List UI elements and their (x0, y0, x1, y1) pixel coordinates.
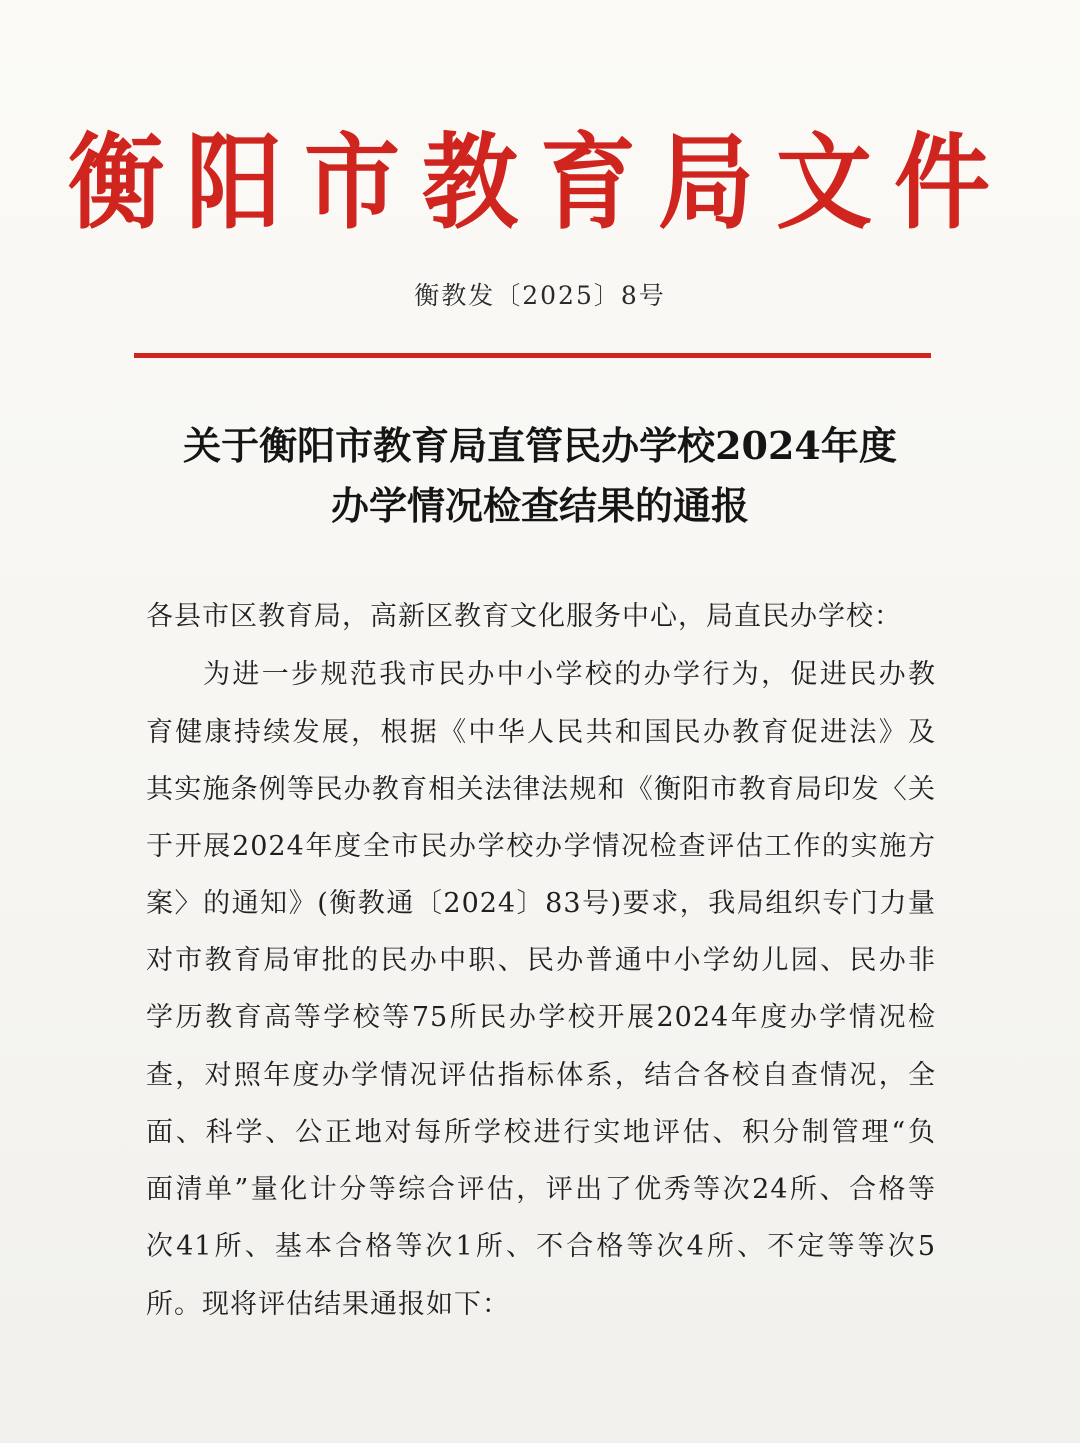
body-line: 育健康持续发展，根据《中华人民共和国民办教育促进法》及 (146, 717, 936, 748)
masthead-title: 衡阳市教育局文件 (68, 121, 1012, 244)
salutation: 各县市区教育局，高新区教育文化服务中心，局直民办学校： (146, 601, 902, 632)
body-line: 案〉的通知》(衡教通〔2024〕83号)要求，我局组织专门力量 (146, 888, 936, 919)
document-title-line-2: 办学情况检查结果的通报 (330, 483, 749, 528)
body-line: 查，对照年度办学情况评估指标体系，结合各校自查情况，全 (146, 1060, 936, 1091)
body-line: 面清单”量化计分等综合评估，评出了优秀等次24所、合格等 (146, 1174, 936, 1205)
body-line: 于开展2024年度全市民办学校办学情况检查评估工作的实施方 (146, 831, 936, 862)
red-divider-line (134, 353, 931, 358)
document-title (0, 416, 1080, 536)
body-line: 次41所、基本合格等次1所、不合格等次4所、不定等等次5 (146, 1231, 936, 1262)
body-line: 学历教育高等学校等75所民办学校开展2024年度办学情况检 (146, 1002, 936, 1033)
body-line: 对市教育局审批的民办中职、民办普通中小学幼儿园、民办非 (146, 945, 936, 976)
body-line: 所。现将评估结果通报如下： (146, 1289, 510, 1320)
document-number: 衡教发〔2025〕8号 (414, 281, 666, 310)
document-title-line-1: 关于衡阳市教育局直管民办学校2024年度 (183, 423, 897, 468)
body-line: 面、科学、公正地对每所学校进行实地评估、积分制管理“负 (146, 1117, 936, 1148)
body-line: 为进一步规范我市民办中小学校的办学行为，促进民办教 (203, 659, 936, 690)
body-line: 其实施条例等民办教育相关法律法规和《衡阳市教育局印发〈关 (146, 774, 936, 805)
